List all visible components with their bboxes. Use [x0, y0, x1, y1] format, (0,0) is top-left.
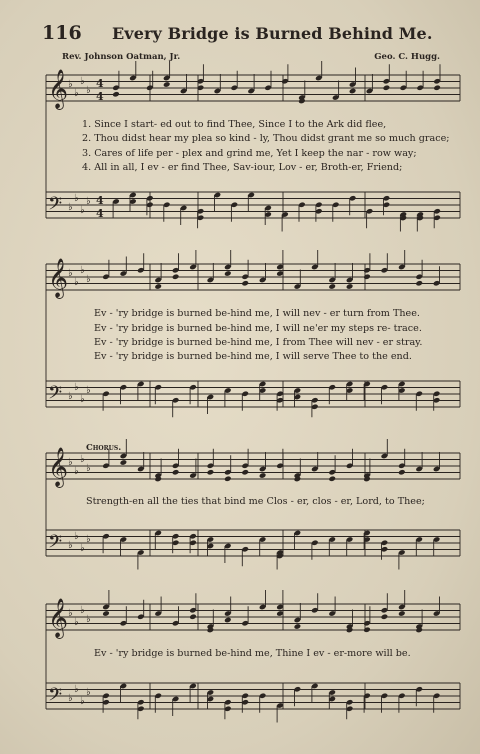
bass-clef-icon: 𝄢: [48, 685, 63, 710]
note-head: [383, 84, 391, 91]
note-head: [189, 613, 197, 620]
note-head: [172, 273, 180, 280]
bass-clef-icon: 𝄢: [48, 194, 63, 219]
flat-sign-icon: ♭: [68, 540, 73, 551]
flat-sign-icon: ♭: [74, 466, 79, 477]
note-head: [112, 91, 120, 98]
hymn-number: 116: [42, 22, 82, 44]
note-head: [398, 610, 406, 617]
time-signature: 4: [96, 207, 104, 220]
note-head: [154, 283, 162, 290]
flat-sign-icon: ♭: [80, 696, 85, 707]
note-head: [224, 617, 232, 624]
chorus-line-2: Ev - 'ry bridge is burned be-hind me, Thine I ev - er-more will be.: [94, 648, 411, 659]
flat-sign-icon: ♭: [86, 385, 91, 396]
note-head: [433, 84, 441, 91]
bass-clef-icon: 𝄢: [48, 532, 63, 557]
flat-sign-icon: ♭: [68, 202, 73, 213]
flat-sign-icon: ♭: [68, 391, 73, 402]
author-credit: Rev. Johnson Oatman, Jr.: [62, 52, 181, 62]
verse-2: 2. Thou didst hear my plea so kind - ly, Thou didst grant me so much grace;: [82, 133, 450, 144]
note-head: [328, 283, 336, 290]
refrain-line-3: Ev - 'ry bridge is burned be-hind me, I from Thee will nev - er stray.: [94, 337, 423, 348]
note-head: [363, 273, 371, 280]
hymn-title: Every Bridge is Burned Behind Me.: [112, 24, 433, 43]
note-head: [172, 469, 180, 476]
note-head: [363, 626, 371, 633]
staff-system: [46, 61, 460, 232]
flat-sign-icon: ♭: [74, 277, 79, 288]
refrain-line-4: Ev - 'ry bridge is burned be-hind me, I will serve Thee to the end.: [94, 351, 412, 362]
flat-sign-icon: ♭: [86, 85, 91, 96]
note-head: [120, 459, 128, 466]
time-signature: 4: [96, 90, 104, 103]
note-head: [224, 475, 232, 482]
note-head: [224, 270, 232, 277]
flat-sign-icon: ♭: [80, 265, 85, 276]
flat-sign-icon: ♭: [68, 693, 73, 704]
flat-sign-icon: ♭: [80, 454, 85, 465]
flat-sign-icon: ♭: [80, 76, 85, 87]
flat-sign-icon: ♭: [86, 534, 91, 545]
flat-sign-icon: ♭: [80, 543, 85, 554]
note-head: [294, 623, 302, 630]
chorus-line-1: Strength-en all the ties that bind me Clos - er, clos - er, Lord, to Thee;: [86, 496, 425, 507]
treble-clef-icon: 𝄞: [48, 258, 69, 298]
treble-clef-icon: 𝄞: [48, 598, 69, 638]
note-head: [102, 610, 110, 617]
note-head: [241, 280, 249, 287]
note-head: [415, 280, 423, 287]
flat-sign-icon: ♭: [86, 687, 91, 698]
note-head: [349, 88, 357, 95]
refrain-line-2: Ev - 'ry bridge is burned be-hind me, I will ne'er my steps re- trace.: [94, 323, 422, 334]
flat-sign-icon: ♭: [86, 614, 91, 625]
flat-sign-icon: ♭: [68, 268, 73, 279]
flat-sign-icon: ♭: [74, 684, 79, 695]
treble-clef-icon: 𝄞: [48, 69, 69, 109]
flat-sign-icon: ♭: [74, 617, 79, 628]
note-head: [207, 469, 215, 476]
flat-sign-icon: ♭: [80, 205, 85, 216]
time-signature: 4: [96, 77, 104, 90]
verse-1: 1. Since I start- ed out to find Thee, Since I to the Ark did flee,: [82, 119, 387, 130]
treble-clef-icon: 𝄞: [48, 447, 69, 487]
verse-3: 3. Cares of life per - plex and grind me, Yet I keep the nar - row way;: [82, 148, 417, 159]
flat-sign-icon: ♭: [86, 274, 91, 285]
note-head: [163, 81, 171, 88]
flat-sign-icon: ♭: [74, 382, 79, 393]
note-head: [381, 613, 389, 620]
chorus-label: Chorus.: [86, 443, 122, 453]
flat-sign-icon: ♭: [74, 88, 79, 99]
flat-sign-icon: ♭: [86, 196, 91, 207]
time-signature: 4: [96, 194, 104, 207]
refrain-line-1: Ev - 'ry bridge is burned be-hind me, I will nev - er turn from Thee.: [94, 308, 420, 319]
flat-sign-icon: ♭: [80, 394, 85, 405]
flat-sign-icon: ♭: [74, 531, 79, 542]
note-head: [346, 283, 354, 290]
note-head: [328, 475, 336, 482]
note-head: [398, 469, 406, 476]
verse-4: 4. All in all, I ev - er find Thee, Sav-iour, Lov - er, Broth-er, Friend;: [82, 162, 403, 173]
note-head: [241, 469, 249, 476]
flat-sign-icon: ♭: [80, 605, 85, 616]
flat-sign-icon: ♭: [74, 193, 79, 204]
composer-credit: Geo. C. Hugg.: [374, 52, 440, 62]
flat-sign-icon: ♭: [68, 608, 73, 619]
note-head: [259, 472, 267, 479]
flat-sign-icon: ♭: [86, 463, 91, 474]
flat-sign-icon: ♭: [68, 457, 73, 468]
flat-sign-icon: ♭: [68, 79, 73, 90]
bass-clef-icon: 𝄢: [48, 383, 63, 408]
